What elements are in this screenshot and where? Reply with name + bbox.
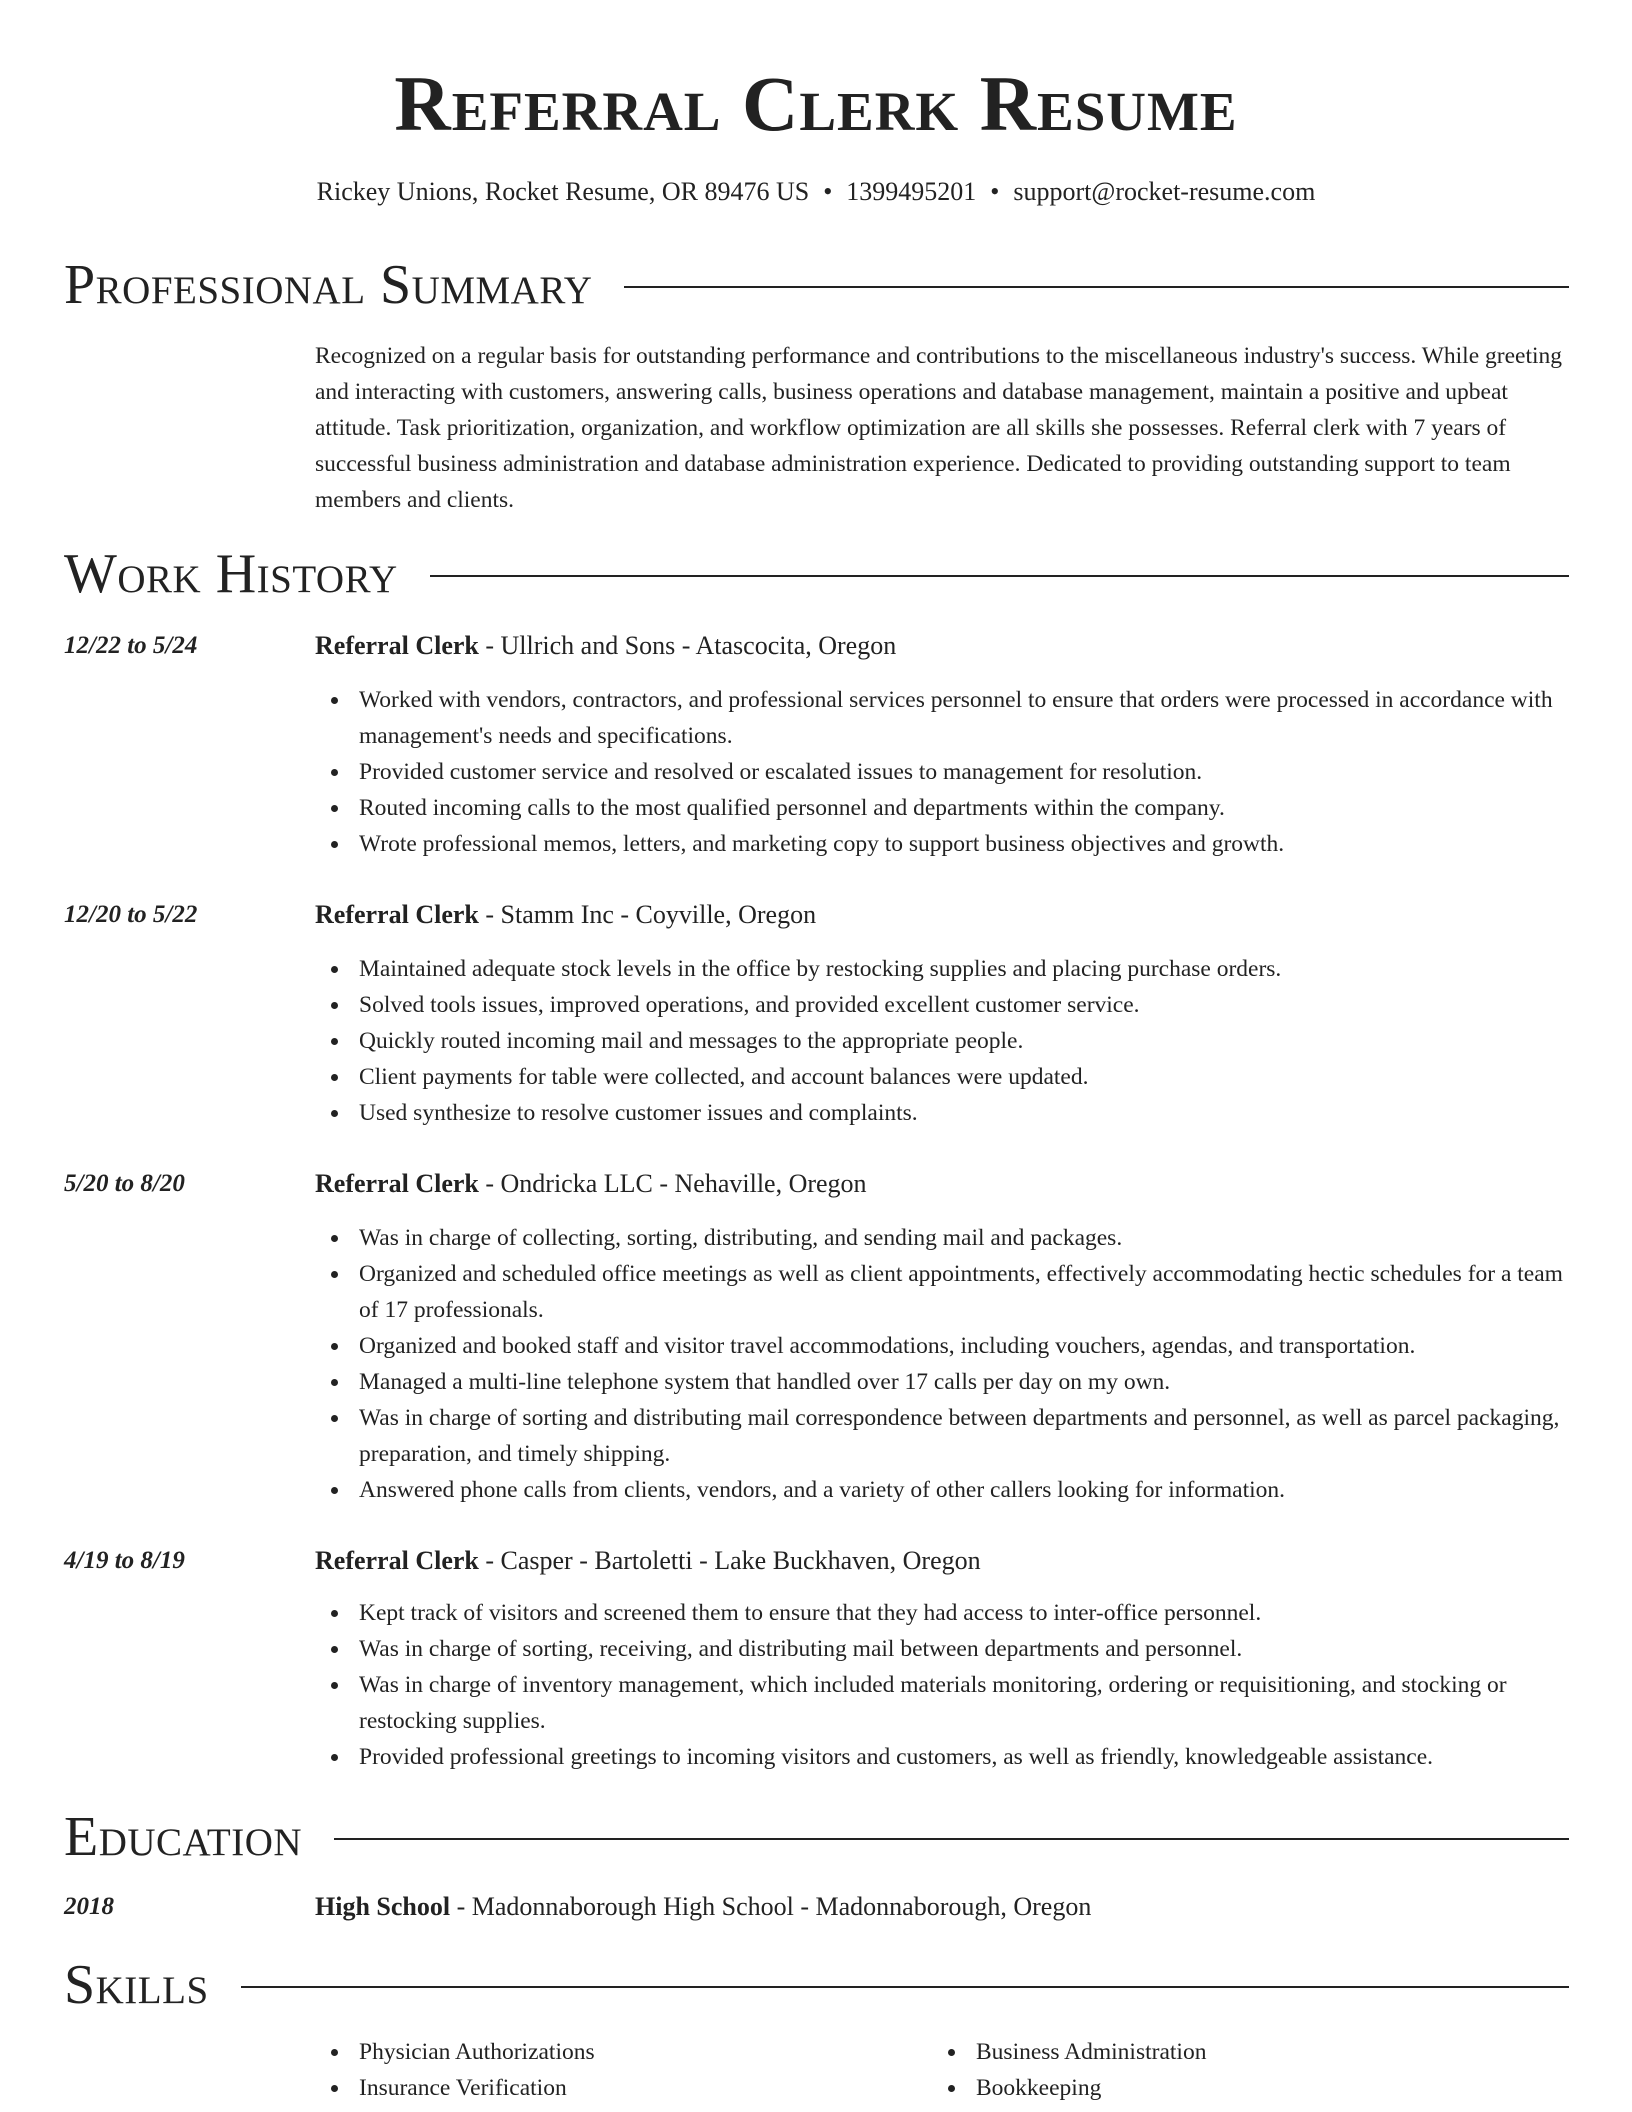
job-bullet: Answered phone calls from clients, vendors, and a variety of other callers looking for information. bbox=[315, 1472, 1569, 1508]
job-bullet: Wrote professional memos, letters, and marketing copy to support business objectives and growth. bbox=[315, 826, 1569, 862]
job-bullets bbox=[315, 682, 1569, 862]
job-bullet: Maintained adequate stock levels in the office by restocking supplies and placing purchase orders. bbox=[315, 951, 1569, 987]
section-title-education: Education bbox=[64, 1806, 303, 1868]
skills-column-left bbox=[315, 2034, 932, 2106]
job-bullet: Was in charge of inventory management, which included materials monitoring, ordering or requisitioning, and stocking or restocking supplies. bbox=[315, 1667, 1569, 1739]
job-role: Referral Clerk bbox=[315, 631, 479, 660]
section-divider bbox=[334, 1838, 1569, 1840]
job-bullet: Was in charge of sorting, receiving, and distributing mail between departments and personnel. bbox=[315, 1631, 1569, 1667]
job-bullet: Organized and scheduled office meetings as well as client appointments, effectively accommodating hectic schedules for a team of 17 professionals. bbox=[315, 1256, 1569, 1328]
job-bullet: Provided professional greetings to incoming visitors and customers, as well as friendly, knowledgeable assistance. bbox=[315, 1739, 1569, 1775]
summary-text: Recognized on a regular basis for outstanding performance and contributions to the miscellaneous industry's success. While greeting and interacting with customers, answering calls, business operations and database management, maintain a positive and upbeat attitude. Task prioritization, organization, and workflow optimization are all skills she possesses. Referral clerk with 7 years of successful business administration and database administration experience. Dedicated to providing outstanding support to team members and clients. bbox=[315, 343, 1563, 513]
job-heading bbox=[315, 1166, 1569, 1202]
section-title-skills: Skills bbox=[64, 1954, 209, 2016]
job-details: - Ondricka LLC - Nehaville, Oregon bbox=[478, 1169, 867, 1198]
job-bullet: Quickly routed incoming mail and messages to the appropriate people. bbox=[315, 1023, 1569, 1059]
contact-line bbox=[0, 174, 1632, 210]
education-details: - Madonnaborough High School - Madonnaborough, Oregon bbox=[450, 1892, 1092, 1921]
job-bullets bbox=[315, 951, 1569, 1131]
job-dates: 12/20 to 5/22 bbox=[64, 901, 198, 928]
job-bullets bbox=[315, 1595, 1569, 1775]
skill-item: Physician Authorizations bbox=[315, 2034, 932, 2070]
job-bullet: Provided customer service and resolved or escalated issues to management for resolution. bbox=[315, 754, 1569, 790]
contact-address: Rickey Unions, Rocket Resume, OR 89476 US bbox=[316, 177, 810, 206]
skill-item: Business Administration bbox=[932, 2034, 1549, 2070]
job-dates: 12/22 to 5/24 bbox=[64, 632, 198, 659]
education-degree: High School bbox=[315, 1892, 451, 1921]
contact-separator: • bbox=[823, 177, 833, 206]
job-bullet: Solved tools issues, improved operations, and provided excellent customer service. bbox=[315, 987, 1569, 1023]
job-bullet: Managed a multi-line telephone system that handled over 17 calls per day on my own. bbox=[315, 1364, 1569, 1400]
resume-title: Referral Clerk Resume bbox=[394, 60, 1238, 147]
job-bullet: Used synthesize to resolve customer issues and complaints. bbox=[315, 1095, 1569, 1131]
education-heading bbox=[315, 1889, 1569, 1925]
job-heading bbox=[315, 897, 1569, 933]
skills-list bbox=[315, 2034, 1569, 2106]
skill-item: Bookkeeping bbox=[932, 2070, 1549, 2106]
job-role: Referral Clerk bbox=[315, 1546, 479, 1575]
job-bullet: Was in charge of collecting, sorting, distributing, and sending mail and packages. bbox=[315, 1220, 1569, 1256]
job-role: Referral Clerk bbox=[315, 900, 479, 929]
contact-email: support@rocket-resume.com bbox=[1013, 177, 1316, 206]
section-header-summary bbox=[64, 250, 1569, 320]
education-year: 2018 bbox=[64, 1893, 114, 1920]
skill-item: Insurance Verification bbox=[315, 2070, 932, 2106]
job-bullet: Client payments for table were collected, and account balances were updated. bbox=[315, 1059, 1569, 1095]
job-bullets bbox=[315, 1220, 1569, 1508]
job-details: - Stamm Inc - Coyville, Oregon bbox=[478, 900, 817, 929]
contact-phone: 1399495201 bbox=[846, 177, 977, 206]
job-bullet: Was in charge of sorting and distributing mail correspondence between departments and personnel, as well as parcel packaging, preparation, and timely shipping. bbox=[315, 1400, 1569, 1472]
job-bullet: Kept track of visitors and screened them to ensure that they had access to inter-office personnel. bbox=[315, 1595, 1569, 1631]
job-bullet: Organized and booked staff and visitor travel accommodations, including vouchers, agendas, and transportation. bbox=[315, 1328, 1569, 1364]
job-bullet: Worked with vendors, contractors, and professional services personnel to ensure that orders were processed in accordance with management's needs and specifications. bbox=[315, 682, 1569, 754]
section-header-education bbox=[64, 1802, 1569, 1872]
section-header-work-history bbox=[64, 539, 1569, 609]
job-role: Referral Clerk bbox=[315, 1169, 479, 1198]
section-divider bbox=[430, 575, 1569, 577]
skills-column-right bbox=[932, 2034, 1549, 2106]
job-dates: 5/20 to 8/20 bbox=[64, 1170, 185, 1197]
job-details: - Ullrich and Sons - Atascocita, Oregon bbox=[478, 631, 897, 660]
section-header-skills bbox=[64, 1950, 1569, 2020]
section-title-summary: Professional Summary bbox=[64, 254, 593, 316]
job-heading bbox=[315, 628, 1569, 664]
section-divider bbox=[241, 1986, 1569, 1988]
contact-separator: • bbox=[990, 177, 1000, 206]
job-details: - Casper - Bartoletti - Lake Buckhaven, Oregon bbox=[478, 1546, 981, 1575]
section-divider bbox=[624, 286, 1569, 288]
section-title-work-history: Work History bbox=[64, 543, 398, 605]
job-heading bbox=[315, 1543, 1569, 1579]
job-dates: 4/19 to 8/19 bbox=[64, 1547, 185, 1574]
job-bullet: Routed incoming calls to the most qualified personnel and departments within the company. bbox=[315, 790, 1569, 826]
